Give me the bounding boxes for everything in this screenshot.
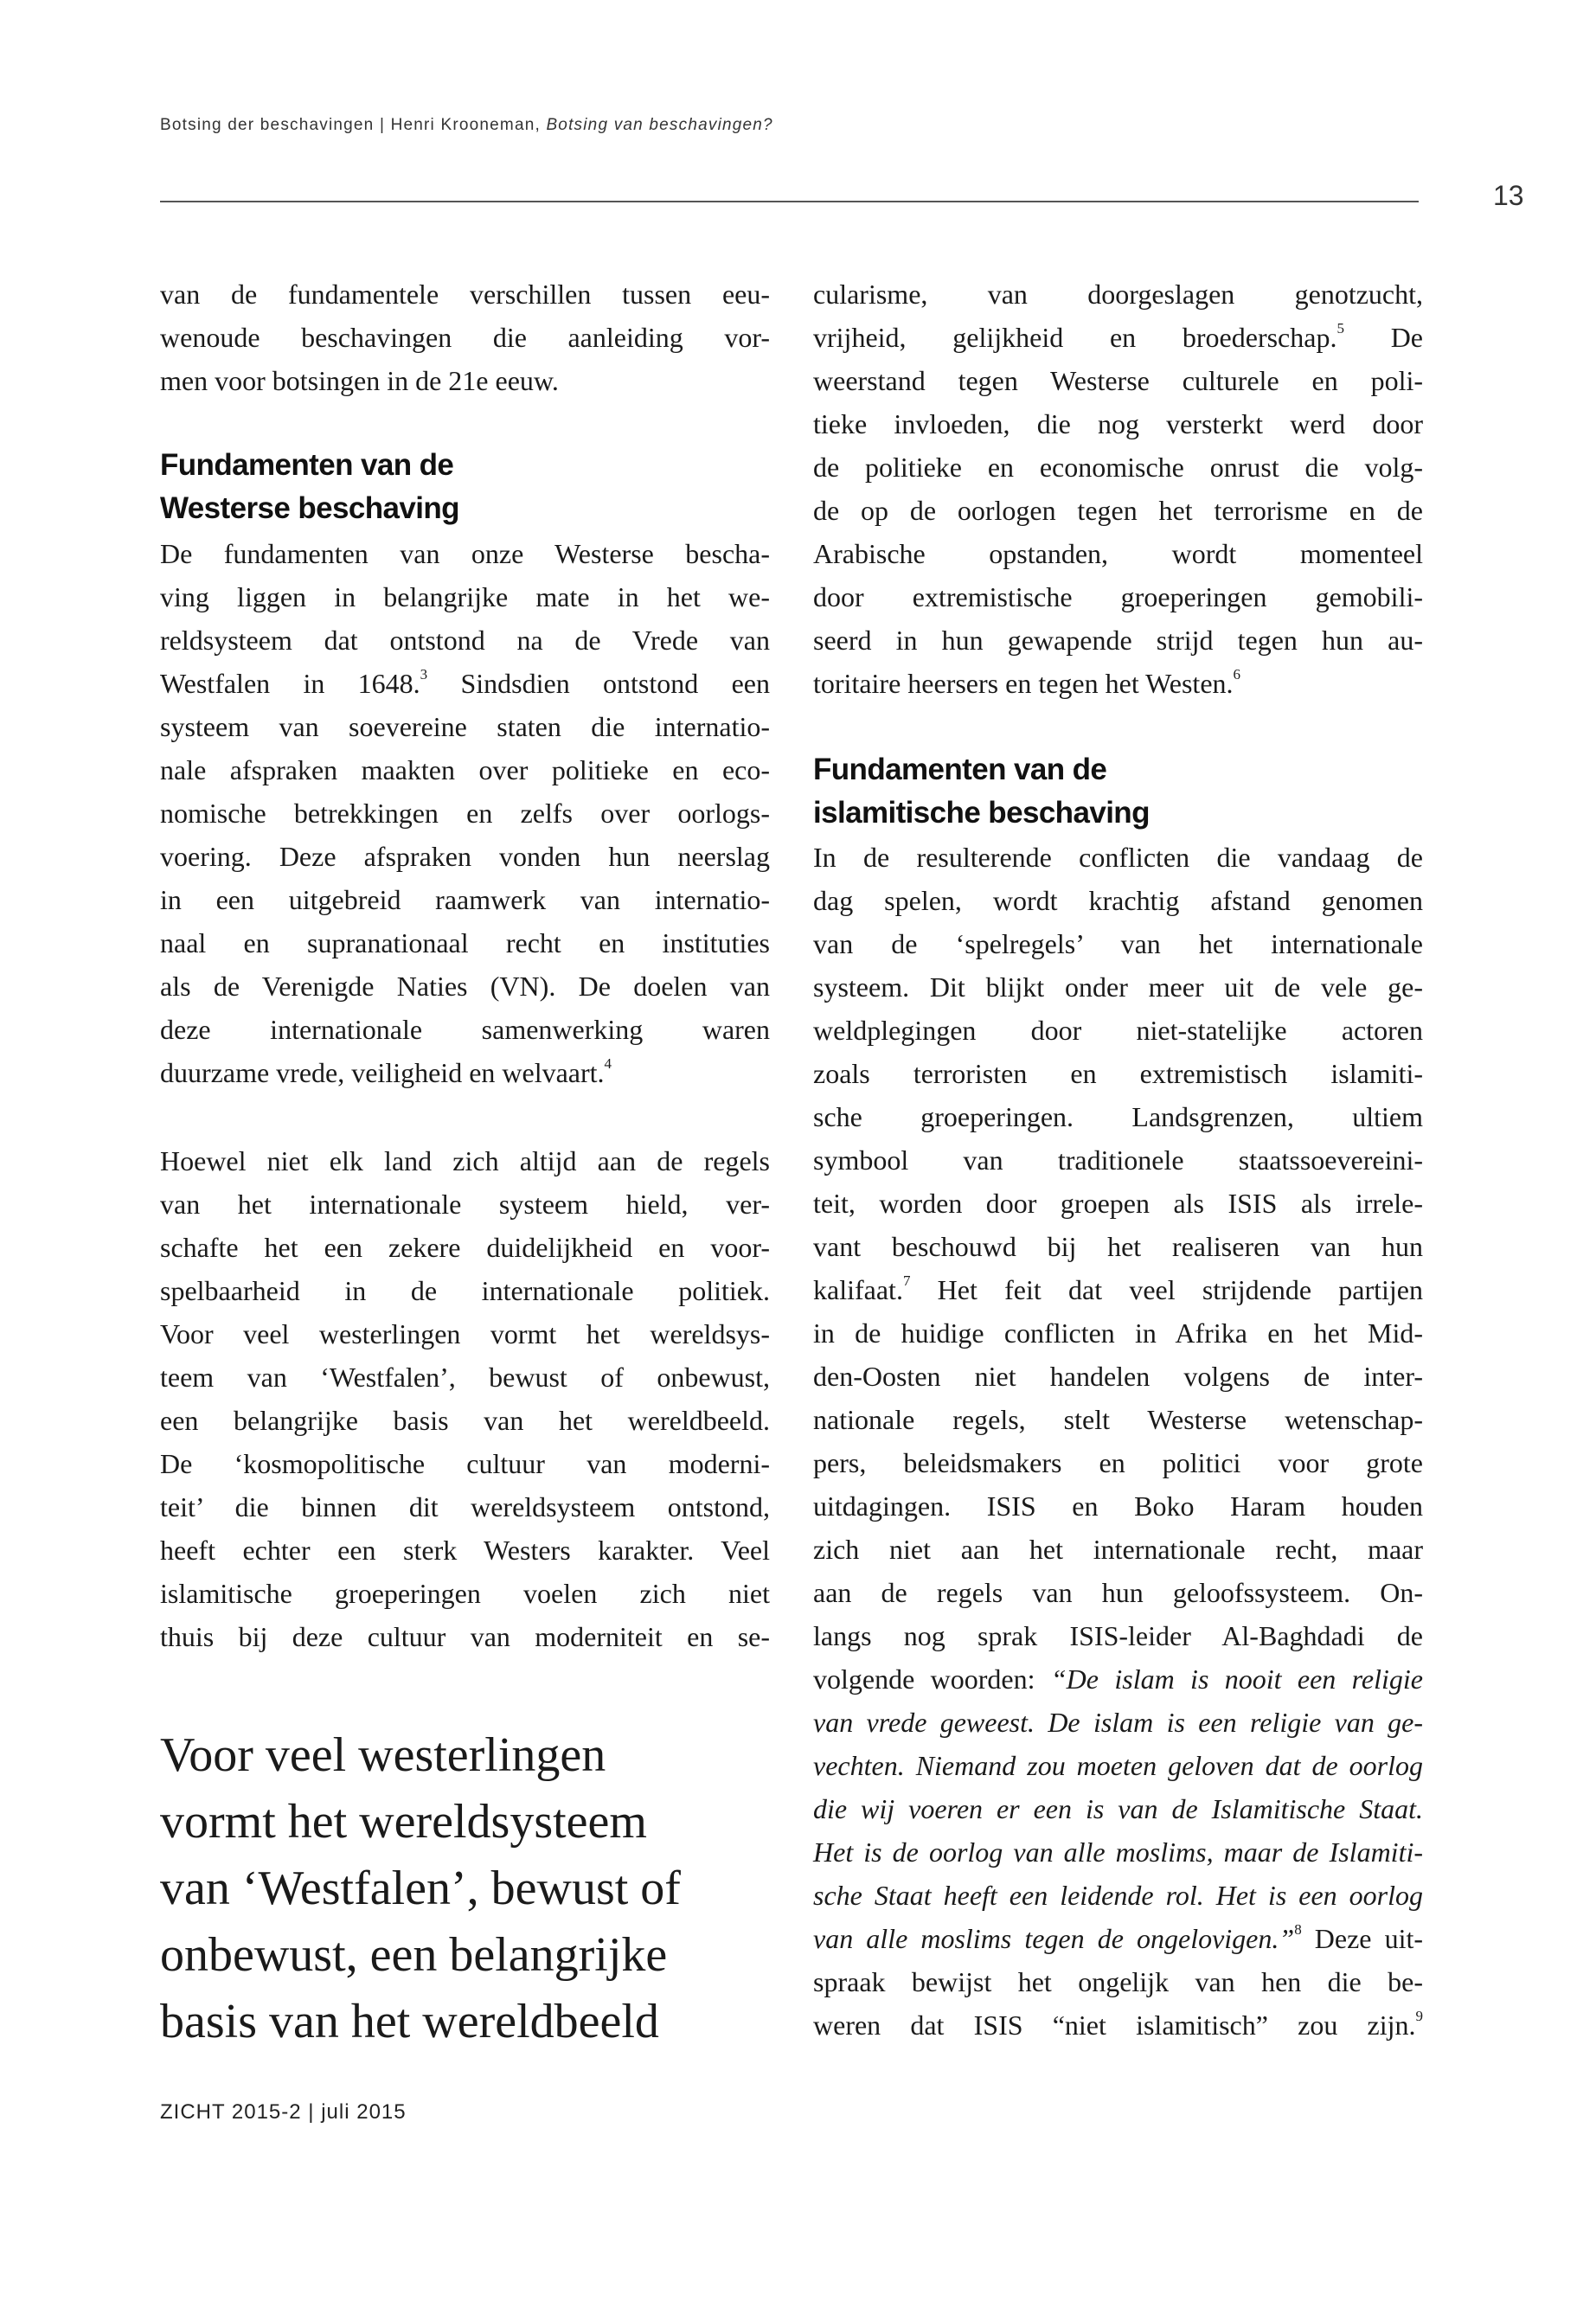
text-line: [813, 1614, 1423, 1657]
text-run: vrijheid, gelijkheid en broederschap.: [813, 322, 1337, 353]
text-line: [160, 921, 770, 965]
text-line: [160, 1485, 770, 1529]
text-line: [160, 619, 770, 662]
text-run: Sindsdien ontstond een: [427, 668, 771, 699]
text-run: reldsysteem dat ontstond na de Vrede van: [160, 625, 770, 656]
text-run: nationale regels, stelt Westerse wetenschap-: [813, 1404, 1423, 1435]
footer-journal: ZICHT 2015-2: [160, 2100, 302, 2124]
quote-italic-run: Het is de oorlog van alle moslims, maar de Islamiti-: [813, 1836, 1423, 1868]
text-line: [160, 359, 770, 402]
footnote-ref: 5: [1336, 320, 1344, 336]
text-run: De: [1343, 322, 1424, 353]
text-run: islamitische groeperingen voelen zich niet: [160, 1578, 770, 1609]
text-run: nale afspraken maakten over politieke en eco-: [160, 754, 770, 785]
text-line: [813, 272, 1423, 316]
text-run: langs nog sprak ISIS-leider Al-Baghdadi de: [813, 1620, 1423, 1651]
text-line: [813, 1874, 1423, 1917]
text-line: [813, 1225, 1423, 1268]
text-line: [813, 1701, 1423, 1744]
text-run: Deze uit-: [1301, 1923, 1424, 1954]
text-run: van het internationale systeem hield, ver-: [160, 1189, 770, 1220]
text-run: de politieke en economische onrust die volg-: [813, 452, 1423, 483]
footnote-ref: 3: [420, 666, 428, 683]
text-line: [160, 965, 770, 1008]
quote-italic-run: die wij voeren er een is van de Islamitische Staat.: [813, 1793, 1423, 1824]
text-run: duurzame vrede, veiligheid en welvaart.: [160, 1057, 605, 1088]
text-run: systeem. Dit blijkt onder meer uit de vele ge-: [813, 971, 1423, 1003]
text-line: [813, 1787, 1423, 1830]
text-line: [813, 1441, 1423, 1484]
text-line: [160, 792, 770, 835]
page-number: 13: [1493, 180, 1524, 211]
text-run: een belangrijke basis van het wereldbeeld.: [160, 1405, 770, 1436]
quote-italic-run: van vrede geweest. De islam is een religie van ge-: [813, 1707, 1423, 1738]
header-section: Botsing der beschavingen: [160, 116, 375, 134]
text-run: cularisme, van doorgeslagen genotzucht,: [813, 279, 1423, 310]
text-run: uitdagingen. ISIS en Boko Haram houden: [813, 1490, 1423, 1522]
text-run: weldplegingen door niet-statelijke actoren: [813, 1015, 1423, 1046]
text-run: men voor botsingen in de 21e eeuw.: [160, 365, 559, 396]
text-run: toritaire heersers en tegen het Westen.: [813, 668, 1234, 699]
text-run: voering. Deze afspraken vonden hun neerslag: [160, 841, 770, 872]
heading-line: Westerse beschaving: [160, 491, 459, 525]
text-line: [813, 402, 1423, 445]
text-run: zoals terroristen en extremistisch islamiti-: [813, 1058, 1423, 1089]
text-line: [813, 1052, 1423, 1095]
pull-quote-line: onbewust, een belangrijke: [160, 1928, 668, 1982]
left-paragraph-1: [160, 272, 770, 402]
text-run: naal en supranationaal recht en instituties: [160, 927, 770, 958]
text-run: door extremistische groeperingen gemobili-: [813, 581, 1423, 612]
text-line: [160, 1008, 770, 1051]
text-line: [160, 1312, 770, 1356]
text-run: symbool van traditionele staatssoevereini-: [813, 1144, 1423, 1176]
heading-line: Fundamenten van de: [160, 448, 454, 482]
footnote-ref: 7: [902, 1272, 911, 1289]
pull-quote-line: Voor veel westerlingen: [160, 1728, 606, 1782]
text-line: [160, 1572, 770, 1615]
text-line: [160, 1139, 770, 1183]
quote-italic-run: “De islam is nooit een religie: [1050, 1663, 1423, 1695]
text-run: volgende woorden:: [813, 1663, 1051, 1695]
text-run: als de Verenigde Naties (VN). De doelen van: [160, 971, 770, 1002]
right-paragraph-1: [813, 272, 1423, 705]
text-line: [160, 835, 770, 878]
text-run: den-Oosten niet handelen volgens de inter-: [813, 1361, 1423, 1392]
text-run: seerd in hun gewapende strijd tegen hun au-: [813, 625, 1423, 656]
pull-quote-line: basis van het wereldbeeld: [160, 1995, 659, 2048]
text-run: aan de regels van hun geloofssysteem. On-: [813, 1577, 1423, 1608]
text-run: Hoewel niet elk land zich altijd aan de regels: [160, 1145, 770, 1176]
text-line: [160, 1442, 770, 1485]
left-paragraph-2: [160, 532, 770, 1094]
header-author: Henri Krooneman,: [390, 116, 541, 134]
text-run: in de huidige conflicten in Afrika en het Mid-: [813, 1317, 1423, 1349]
quote-italic-run: van alle moslims tegen de ongelovigen.”: [813, 1923, 1295, 1954]
footnote-ref: 4: [604, 1055, 612, 1072]
text-run: Voor veel westerlingen vormt het wereldsys-: [160, 1318, 770, 1349]
text-line: [813, 1095, 1423, 1138]
text-line: [813, 1355, 1423, 1398]
text-run: de op de oorlogen tegen het terrorisme en de: [813, 495, 1423, 526]
text-line: [813, 965, 1423, 1009]
text-run: spelbaarheid in de internationale politiek.: [160, 1275, 770, 1306]
text-line: [160, 1051, 770, 1094]
text-line: [813, 1398, 1423, 1441]
text-line: [813, 1917, 1423, 1960]
text-line: [813, 2003, 1423, 2047]
text-run: systeem van soevereine staten die internatio-: [160, 711, 770, 742]
text-run: heeft echter een sterk Westers karakter. Veel: [160, 1535, 770, 1566]
text-line: [160, 1615, 770, 1658]
text-line: [813, 445, 1423, 489]
text-run: van de ‘spelregels’ van het internationale: [813, 928, 1423, 959]
text-run: spraak bewijst het ongelijk van hen die be-: [813, 1966, 1423, 1997]
right-paragraph-2: [813, 836, 1423, 2047]
text-line: [160, 662, 770, 705]
text-run: Het feit dat veel strijdende partijen: [910, 1274, 1423, 1305]
left-paragraph-3: [160, 1139, 770, 1658]
footnote-ref: 6: [1233, 666, 1241, 683]
text-line: [160, 748, 770, 792]
text-line: [813, 1009, 1423, 1052]
text-line: [813, 316, 1423, 359]
footnote-ref: 8: [1294, 1921, 1302, 1938]
text-run: teit, worden door groepen als ISIS als irrele-: [813, 1188, 1423, 1219]
text-line: [160, 1356, 770, 1399]
text-line: [813, 1311, 1423, 1355]
page-footer: [160, 2100, 407, 2125]
text-run: van de fundamentele verschillen tussen eeu-: [160, 279, 770, 310]
heading-line: islamitische beschaving: [813, 796, 1150, 830]
quote-italic-run: sche Staat heeft een leidende rol. Het is een oorlog: [813, 1880, 1423, 1911]
text-run: zich niet aan het internationale recht, maar: [813, 1534, 1423, 1565]
text-run: teem van ‘Westfalen’, bewust of onbewust,: [160, 1362, 770, 1393]
pull-quote: [160, 1722, 681, 2055]
footer-separator: |: [308, 2100, 315, 2124]
text-line: [160, 878, 770, 921]
pull-quote-line: vormt het wereldsysteem: [160, 1795, 647, 1849]
running-header: [160, 116, 773, 135]
text-line: [160, 1183, 770, 1226]
section-heading-islamitische: [813, 748, 1423, 835]
pull-quote-line: van ‘Westfalen’, bewust of: [160, 1862, 681, 1915]
text-run: ving liggen in belangrijke mate in het we-: [160, 581, 770, 612]
footer-date: juli 2015: [321, 2100, 407, 2124]
text-line: [160, 532, 770, 575]
text-line: [160, 316, 770, 359]
text-run: in een uitgebreid raamwerk van internatio-: [160, 884, 770, 915]
header-rule: [160, 201, 1419, 202]
text-line: [813, 1744, 1423, 1787]
text-line: [813, 836, 1423, 879]
text-line: [813, 1182, 1423, 1225]
text-run: Westfalen in 1648.: [160, 668, 420, 699]
text-run: weerstand tegen Westerse culturele en poli-: [813, 365, 1423, 396]
text-run: nomische betrekkingen en zelfs over oorlogs-: [160, 798, 770, 829]
text-line: [813, 1960, 1423, 2003]
text-line: [813, 619, 1423, 662]
text-line: [813, 1830, 1423, 1874]
text-line: [813, 1268, 1423, 1311]
text-line: [813, 359, 1423, 402]
text-run: weren dat ISIS “niet islamitisch” zou zijn.: [813, 2009, 1416, 2041]
text-run: De fundamenten van onze Westerse bescha-: [160, 538, 770, 569]
text-line: [160, 705, 770, 748]
text-line: [160, 1529, 770, 1572]
heading-line: Fundamenten van de: [813, 753, 1107, 786]
text-line: [160, 1226, 770, 1269]
text-run: dag spelen, wordt krachtig afstand genomen: [813, 885, 1423, 916]
footnote-ref: 9: [1415, 2008, 1423, 2024]
text-run: vant beschouwd bij het realiseren van hun: [813, 1231, 1423, 1262]
text-run: De ‘kosmopolitische cultuur van moderni-: [160, 1448, 770, 1479]
text-run: tieke invloeden, die nog versterkt werd door: [813, 408, 1423, 439]
text-run: thuis bij deze cultuur van moderniteit en se-: [160, 1621, 770, 1652]
text-line: [160, 1269, 770, 1312]
text-run: wenoude beschavingen die aanleiding vor-: [160, 322, 770, 353]
text-line: [813, 575, 1423, 619]
header-article-title: Botsing van beschavingen?: [546, 116, 773, 134]
text-line: [813, 1138, 1423, 1182]
text-run: sche groeperingen. Landsgrenzen, ultiem: [813, 1101, 1423, 1132]
text-run: teit’ die binnen dit wereldsysteem ontstond,: [160, 1491, 770, 1522]
text-line: [813, 489, 1423, 532]
text-run: pers, beleidsmakers en politici voor grote: [813, 1447, 1423, 1478]
header-separator: |: [379, 116, 386, 134]
text-line: [160, 575, 770, 619]
section-heading-westerse: [160, 444, 770, 530]
text-line: [160, 1399, 770, 1442]
text-run: deze internationale samenwerking waren: [160, 1014, 770, 1045]
text-run: In de resulterende conflicten die vandaag de: [813, 842, 1423, 873]
text-line: [813, 1657, 1423, 1701]
text-line: [813, 1528, 1423, 1571]
text-run: kalifaat.: [813, 1274, 903, 1305]
quote-italic-run: vechten. Niemand zou moeten geloven dat de oorlog: [813, 1750, 1423, 1781]
text-line: [160, 272, 770, 316]
text-line: [813, 1484, 1423, 1528]
text-line: [813, 922, 1423, 965]
text-line: [813, 1571, 1423, 1614]
text-run: schafte het een zekere duidelijkheid en voor-: [160, 1232, 770, 1263]
text-run: Arabische opstanden, wordt momenteel: [813, 538, 1423, 569]
text-line: [813, 879, 1423, 922]
text-line: [813, 662, 1423, 705]
text-line: [813, 532, 1423, 575]
